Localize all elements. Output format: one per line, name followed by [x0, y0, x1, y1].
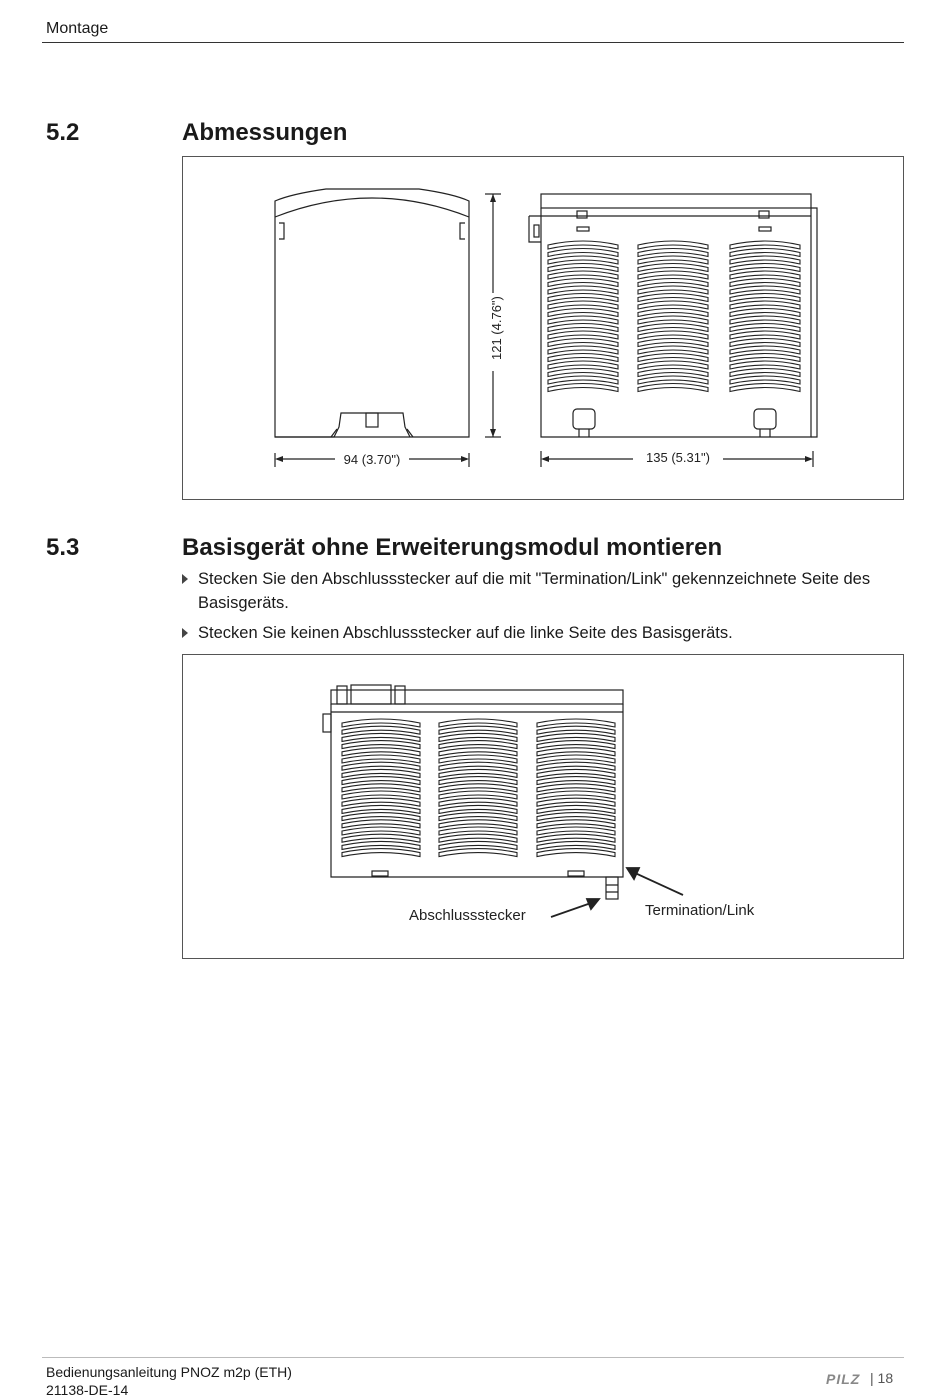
footer-doc-number: 21138-DE-14 [46, 1382, 129, 1398]
vent-slot [730, 376, 800, 384]
vent-slot [638, 361, 708, 369]
mounting-drawing [183, 655, 903, 958]
vent-slot [548, 354, 618, 362]
side-view-cover [275, 198, 469, 217]
vent-slot [730, 316, 800, 324]
section-title-dimensions: Abmessungen [182, 119, 348, 146]
vent-slot [548, 241, 618, 249]
dimensions-figure-frame [182, 156, 904, 500]
vent-slot [638, 331, 708, 339]
vent-slot [638, 301, 708, 309]
vent-slot [548, 384, 618, 392]
section-number-5-2: 5.2 [46, 119, 80, 146]
page-number: | 18 [870, 1370, 894, 1386]
vent-slot [548, 346, 618, 354]
vent-slot [548, 376, 618, 384]
vent-slot [730, 324, 800, 332]
footer-manual-title: Bedienungsanleitung PNOZ m2p (ETH) [46, 1364, 292, 1380]
terminator-plug-label: Abschlussstecker [409, 907, 526, 924]
section-title-mounting: Basisgerät ohne Erweiterungsmodul montieren [182, 534, 723, 561]
vent-slot [638, 369, 708, 377]
vent-slot [638, 376, 708, 384]
vent-slot [730, 354, 800, 362]
height-dimension-label: 121 (4.76") [489, 296, 504, 360]
vent-slot [638, 256, 708, 264]
vent-slot [730, 279, 800, 287]
vent-slot [638, 346, 708, 354]
vent-slot [730, 346, 800, 354]
section-number-5-3: 5.3 [46, 534, 80, 561]
vent-slot [730, 301, 800, 309]
vent-slot [730, 249, 800, 257]
vent-slot [730, 369, 800, 377]
vent-slot [537, 849, 615, 857]
vent-slot [548, 369, 618, 377]
vent-slot [548, 271, 618, 279]
vent-slot [638, 241, 708, 249]
header-divider [42, 42, 904, 43]
vent-slot [548, 256, 618, 264]
vent-slot [638, 279, 708, 287]
running-header: Montage [46, 20, 109, 37]
instruction-item [182, 621, 902, 645]
vent-slot [548, 301, 618, 309]
vent-slot [548, 316, 618, 324]
vent-slot [548, 249, 618, 257]
vent-slot [730, 264, 800, 272]
vent-slot [548, 331, 618, 339]
mounting-figure-frame [182, 654, 904, 959]
vent-slot [730, 384, 800, 392]
brand-logo: PILZ [826, 1371, 861, 1387]
vent-slot [730, 286, 800, 294]
vent-slot [548, 324, 618, 332]
vent-slot [548, 309, 618, 317]
termination-link-label: Termination/Link [645, 902, 755, 919]
vent-slot [439, 849, 517, 857]
vent-slot [730, 309, 800, 317]
vent-slot [638, 294, 708, 302]
vent-slot [730, 294, 800, 302]
footer-divider [42, 1357, 904, 1358]
vent-slot [548, 264, 618, 272]
vent-slot [730, 271, 800, 279]
vent-slot [638, 286, 708, 294]
vent-slot [548, 286, 618, 294]
vent-slot [638, 264, 708, 272]
vent-slot [548, 294, 618, 302]
instruction-text: Stecken Sie den Abschlussstecker auf die mit "Termination/Link" gekennzeichnete Seite des Basisgeräts. [198, 570, 871, 612]
vent-slot [638, 339, 708, 347]
instruction-text: Stecken Sie keinen Abschlussstecker auf die linke Seite des Basisgeräts. [198, 624, 733, 642]
vent-slot [638, 324, 708, 332]
side-width-dimension-label: 94 (3.70") [343, 452, 401, 467]
vent-slot [730, 361, 800, 369]
vent-slot [548, 339, 618, 347]
front-width-dimension-label: 135 (5.31") [646, 450, 710, 465]
vent-slot [730, 241, 800, 249]
vent-slot [638, 316, 708, 324]
vent-slot [548, 361, 618, 369]
bullet-arrow-icon [182, 574, 188, 584]
vent-slot [730, 339, 800, 347]
vent-slot [638, 354, 708, 362]
vent-slot [730, 331, 800, 339]
vent-slot [638, 249, 708, 257]
side-view-outline [275, 189, 469, 437]
vent-slot [730, 256, 800, 264]
vent-slot [548, 279, 618, 287]
vent-slot [342, 849, 420, 857]
bullet-arrow-icon [182, 628, 188, 638]
vent-slot [638, 384, 708, 392]
dimensions-drawing [183, 157, 903, 499]
vent-slot [638, 309, 708, 317]
vent-slot [638, 271, 708, 279]
instruction-item [182, 567, 902, 615]
